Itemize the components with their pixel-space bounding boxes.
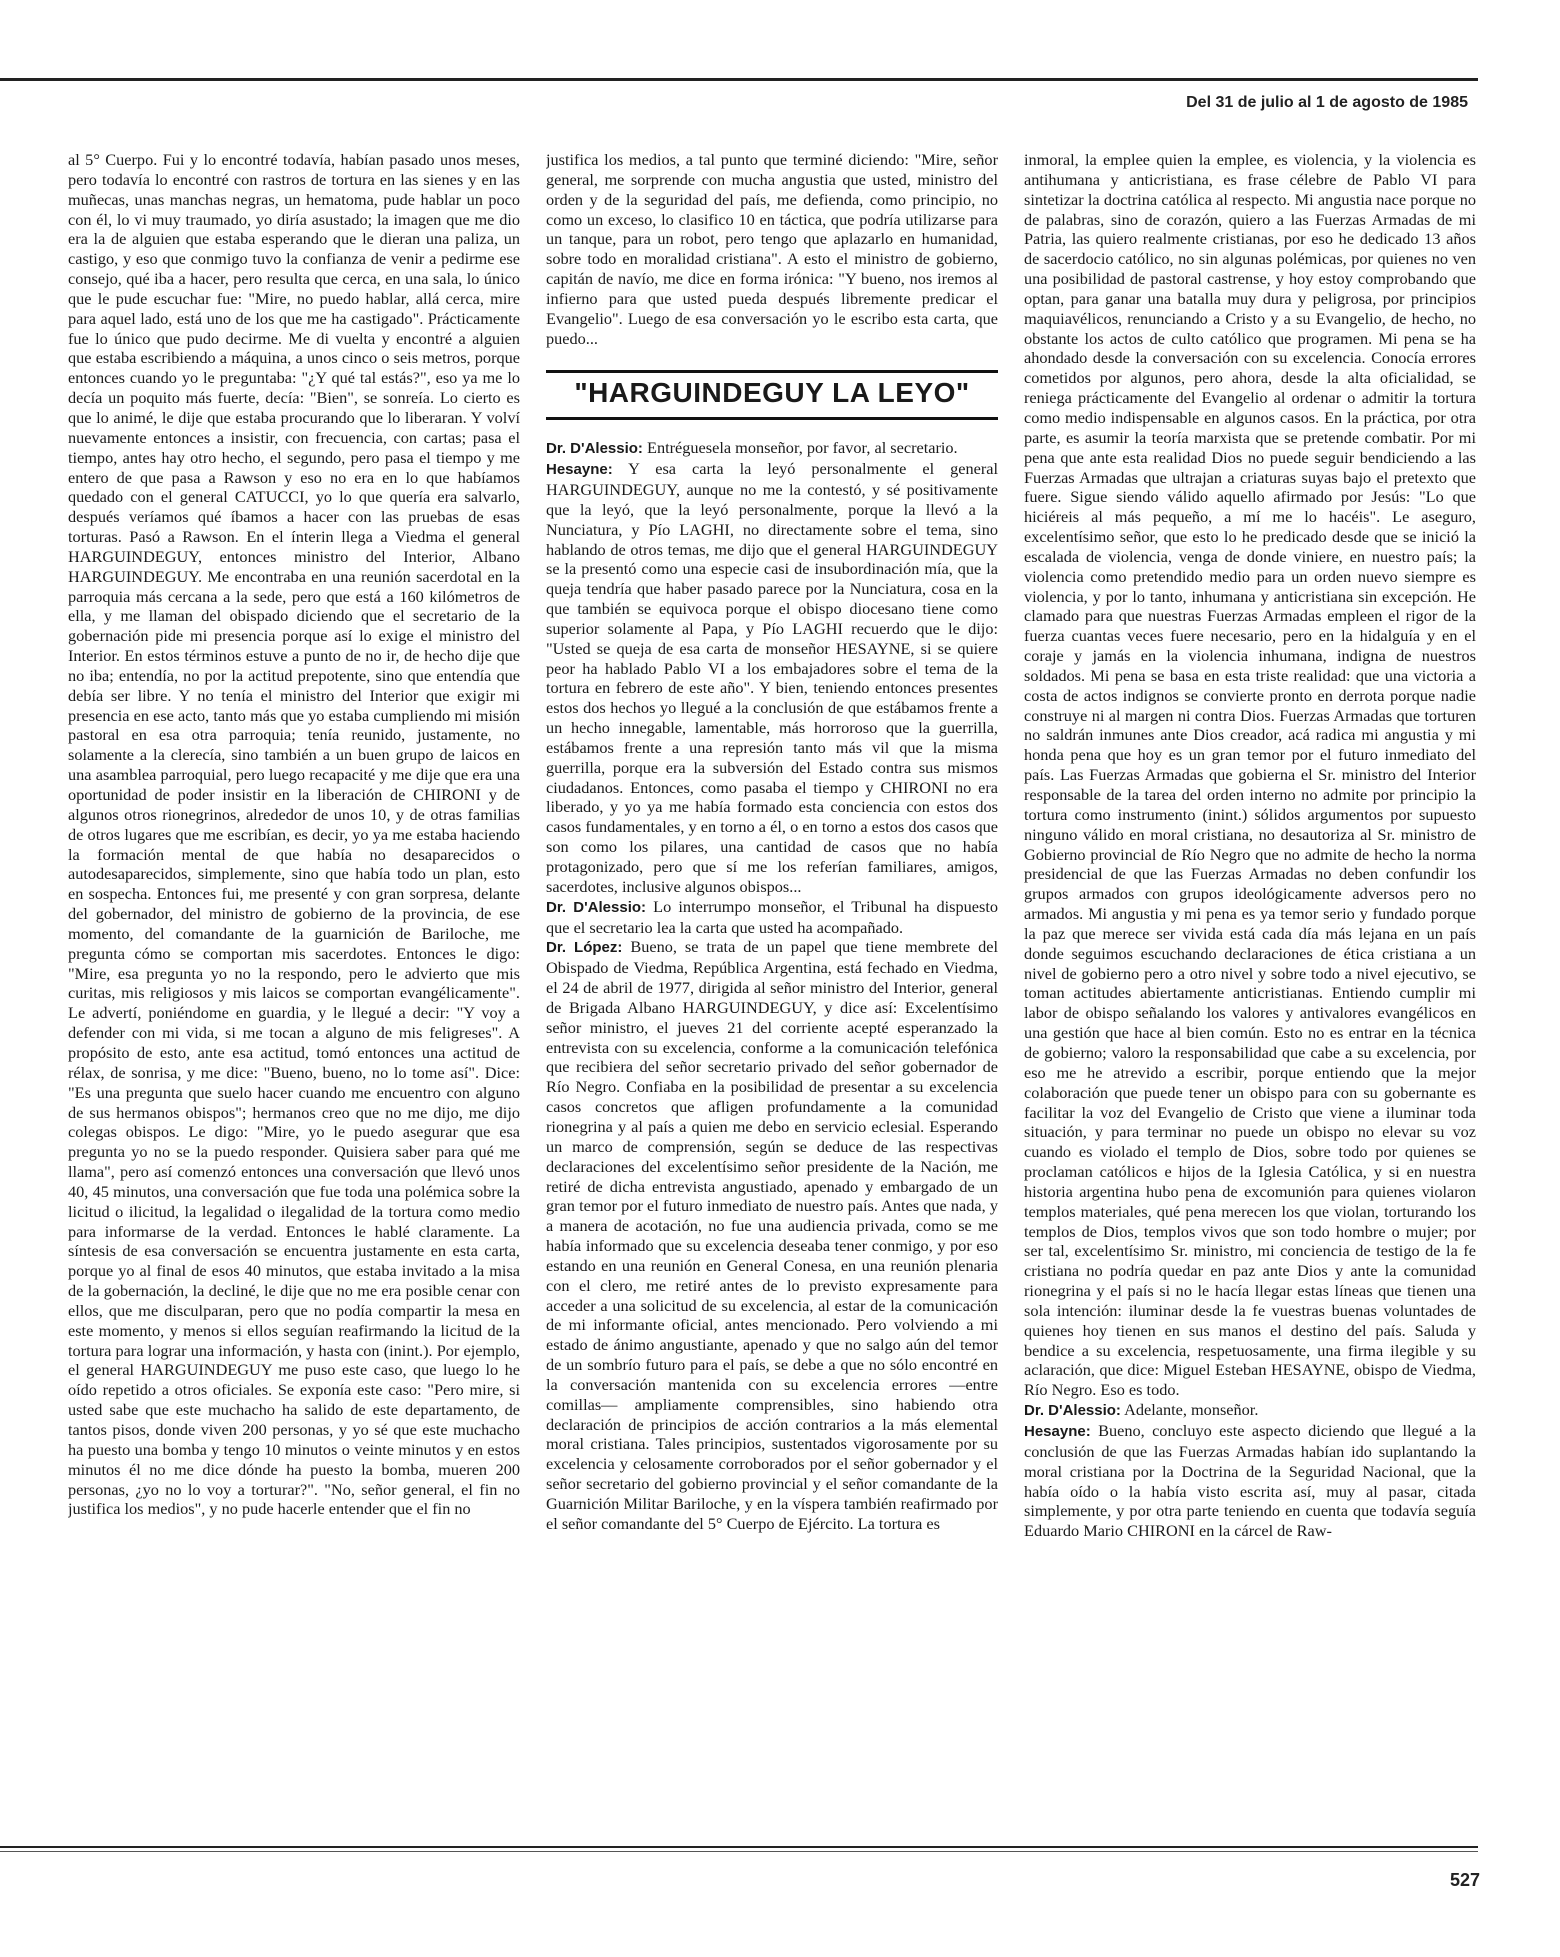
speaker-label: Dr. López:	[546, 939, 623, 957]
paragraph-text: Lo interrumpo monseñor, el Tribunal ha dispuesto que el secretario lea la carta que usted ha acompañado.	[546, 896, 998, 937]
paragraph-text: Bueno, concluyo este aspecto diciendo que llegué a la conclusión de que las Fuerzas Armadas habían ido suplantando la moral cristiana por la Doctrina de la Seguridad Nacional, que la había oído o la había visto escrita así, muy al pasar, citada simplemente, y por otra parte teniendo en cuenta que todavía seguía Eduardo Mario CHIRONI en la cárcel de Raw-	[1024, 1421, 1476, 1541]
section-headline-box	[546, 370, 998, 420]
speaker-label: Dr. D'Alessio:	[546, 898, 647, 916]
paragraph	[546, 897, 998, 938]
paragraph: inmoral, la emplee quien la emplee, es violencia, y la violencia es antihumana y anticristiana, es frase célebre de Pablo VI para sintetizar la doctrina católica al respecto. Mi angustia nace porque no de palabras, sino de corazón, quiero a las Fuerzas Armadas de mi Patria, las quiero realmente cristianas, por eso he dedicado 13 años de sacerdocio católico, no sin algunas polémicas, por quienes no ven una posibilidad de pastoral castrense, y hoy estoy comprobando que optan, para ganar una batalla muy dura y peligrosa, por principios maquiavélicos, renunciando a Cristo y a su Evangelio, de hecho, no obstante los actos de culto católico que programen. Mi pena se ha ahondado desde la conversación con su excelencia. Conocía errores cometidos por algunos, pero ahora, desde la alta oficialidad, se reniega prácticamente del Evangelio al ordenar o admitir la tortura como medio indispensable en algunos casos. En la práctica, por otra parte, es asumir la teoría marxista que se pretende combatir. Por mi pena que ante esta realidad Dios no puede seguir bendiciendo a las Fuerzas Armadas que ultrajan a criaturas suyas bajo el pretexto que fuere. Sigue siendo válido aquello afirmado por Jesús: "Lo que hiciéreis al más pequeño, a mí me lo hacéis". Le aseguro, excelentísimo señor, que esto lo he predicado desde que se inició la escalada de violencia, venga de donde viniere, en nuestro país; la violencia como pretendido medio para un orden nuevo siempre es violencia, y por lo tanto, inhumana y anticristiana sin excepción. He clamado para que nuestras Fuerzas Armadas empleen el rigor de la fuerza cuantas veces fuere necesario, pero en la hidalguía y en el coraje y jamás en la violencia inhumana, indigna de nuestros soldados. Mi pena se basa en esta triste realidad: que una victoria a costa de actos indignos se convierte pronto en derrota porque nadie construye ni al margen ni contra Dios. Fuerzas Armadas que torturen no saldrán inmunes ante Dios creador, acá radica mi angustia y mi honda pena que hoy es un gran temor por el futuro inmediato del país. Las Fuerzas Armadas que gobierna el Sr. ministro del Interior responsable de la tarea del orden interno no admite por principio la tortura como instrumento (inint.) sólidos argumentos por supuesto ninguno válido en moral cristiana, no desautoriza al Sr. ministro de Gobierno provincial de Río Negro que no admite de hecho la norma presidencial de que las Fuerzas Armadas no deben confundir los grupos armados con grupos ideológicamente adversos pero no armados. Mi angustia y mi pena es ya temor serio y fundado porque la paz que merece ser vivida está cada día más lejana en un país donde seguimos escuchando declaraciones de ética cristiana a un nivel de gobierno pero a otro nivel y sobre todo a nivel ejecutivo, se toman actitudes abiertamente anticristianas. Entiendo cumplir mi labor de obispo señalando los valores y antivalores evangélicos en una gestión que hace al bien común. Esto no es entrar en la técnica de gobierno; valoro la responsabilidad que cabe a su excelencia, por eso me he atrevido a escribir, porque entiendo que la mejor colaboración que puede tener un obispo para con su gobernante es facilitar la voz del Evangelio de Cristo que viene a iluminar toda situación, y para terminar no puede un obispo no elevar su voz cuando es violado el templo de Dios, sobre todo por quienes se proclaman católicos e hijos de la Iglesia Católica, y si en nuestra historia argentina hubo pena de excomunión para quienes violaron templos materiales, qué pena merecen los que violan, torturando los templos de Dios, templos vivos que son todo hombre o mujer; por ser tal, excelentísimo Sr. ministro, mi conciencia de testigo de la fe cristiana no podría quedar en paz ante Dios y ante la comunidad rionegrina y el país si no le hacía llegar estas líneas que tienen una sola intención: iluminar desde la fe vuestras buenas voluntades de quienes hoy tienen en sus manos el destino del país. Saluda y bendice a su excelencia, respetuosamente, una firma ilegible y su aclaración, que dice: Miguel Esteban HESAYNE, obispo de Viedma, Río Negro. Eso es todo.	[1024, 150, 1476, 1400]
article-columns	[68, 150, 1478, 1815]
column-2-intro: justifica los medios, a tal punto que terminé diciendo: "Mire, señor general, me sorprende con mucha angustia que usted, ministro del orden y de la seguridad del país, me defienda, como principio, no como un exceso, lo clasifico 10 en táctica, que podría utilizarse para un tanque, para un robot, pero tengo que aplazarlo en humanidad, sobre todo en moralidad cristiana". A esto el ministro de gobierno, capitán de navío, me dice en forma irónica: "Y bueno, nos iremos al infierno para que usted pueda después libremente predicar el Evangelio". Luego de esa conversación yo le escribo esta carta, que puedo...	[546, 150, 998, 348]
paragraph	[546, 459, 998, 897]
column-3	[1024, 150, 1476, 1815]
paragraph	[1024, 1421, 1476, 1541]
section-headline: "HARGUINDEGUY LA LEYO"	[574, 377, 970, 409]
bottom-rule-thin	[0, 1851, 1478, 1852]
speaker-label: Hesayne:	[546, 461, 613, 479]
issue-date: Del 31 de julio al 1 de agosto de 1985	[1186, 94, 1468, 111]
page-number: 527	[1449, 1870, 1480, 1890]
paragraph-text: Bueno, se trata de un papel que tiene membrete del Obispado de Viedma, República Argentina, está fechado en Viedma, el 24 de abril de 1977, dirigida al señor ministro del Interior, general de Brigada Albano HARGUINDEGUY, y dice así: Excelentísimo señor ministro, el jueves 21 del corriente acepté esperanzado la entrevista con su excelencia, conforme a la comunicación telefónica que recibiera del señor secretario privado del señor gobernador de Río Negro. Confiaba en la posibilidad de presentar a su excelencia casos concretos que afligen profundamente a la comunidad rionegrina y al país a quien me debo en servicio eclesial. Esperando un marco de comprensión, según se deduce de las respectivas declaraciones del excelentísimo señor presidente de la Nación, me retiré de dicha entrevista angustiado, apenado y embargado de un gran temor por el futuro inmediato de nuestro país. Antes que nada, y a manera de acotación, no fue una audiencia privada, como se me había informado que su excelencia deseaba tener conmigo, y por eso estando en una reunión en General Conesa, en una reunión plenaria con el clero, me retiré antes de lo previsto expresamente para acceder a una solicitud de su excelencia, al estar de la comunicación de mi informante oficial, antes mencionado. Pero volviendo a mi estado de ánimo angustiante, apenado y que no salgo aún del temor de un sombrío futuro para el país, se debe a que no sólo encontré en la conversación mantenida con su excelencia errores —entre comillas— ampliamente comprensibles, sino habiendo otra declaración de principios de acción contrarios a la más elemental moral cristiana. Tales principios, sustentados vigorosamente por su excelencia y celosamente corroborados por el señor gobernador y el señor secretario del gobierno provincial y el señor comandante de la Guarnición Militar Bariloche, y en la víspera también reafirmado por el señor comandante del 5° Cuerpo de Ejército. La tortura es	[546, 937, 998, 1533]
speaker-label: Dr. D'Alessio:	[1024, 1402, 1121, 1420]
column-1-text: al 5° Cuerpo. Fui y lo encontré todavía, habían pasado unos meses, pero todavía lo encontré con rastros de tortura en las sienes y en las muñecas, unas manchas negras, un hematoma, pude hablar un poco con él, lo vi muy traumado, yo diría asustado; la imagen que me dio era la de alguien que estaba esperando que le dieran una paliza, un castigo, y eso que conmigo tuvo la confianza de venir a pedirme ese consejo, qué iba a hacer, pero resulta que cerca, en una sala, lo único que le pude escuchar fue: "Mire, no puedo hablar, allá cerca, mire para aquel lado, está uno de los que me ha castigado". Prácticamente fue lo único que pudo decirme. Me di vuelta y encontré a alguien que estaba escribiendo a máquina, a unos cinco o seis metros, porque entonces cuando yo le preguntaba: "¿Y qué tal estás?", eso ya me lo decía un poquito más fuerte, decía: "Bien", se sonreía. Lo cierto es que lo animé, le dije que estaba procurando que lo liberaran. Y volví nuevamente entonces a insistir, con frecuencia, con cartas; pasa el tiempo, antes hay otro hecho, el segundo, pero pasa el tiempo y me entero de que pasa a Rawson y eso no era en lo que habíamos quedado con el general CATUCCI, yo lo que quería era salvarlo, después veríamos qué íbamos a hacer con las pruebas de esas torturas. Pasó a Rawson. En el ínterin llega a Viedma el general HARGUINDEGUY, entonces ministro del Interior, Albano HARGUINDEGUY. Me encontraba en una reunión sacerdotal en la parroquia más cercana a la sede, pero que está a 160 kilómetros de ella, y me llaman del obispado diciendo que el secretario de la gobernación pide mi presencia porque así lo exige el ministro del Interior. En estos términos estuve a punto de no ir, de hecho dije que no iba; entendía, no por la actitud prepotente, sino que entendía que debía ser libre. Y no tenía el ministro del Interior que exigir mi presencia en ese acto, tanto más que yo estaba cumpliendo mi misión pastoral en esa otra parroquia; tenía reunido, justamente, no solamente a la clerecía, sino también a un buen grupo de laicos en una asamblea parroquial, pero luego recapacité y me dije que era una oportunidad de poder insistir en la liberación de CHIRONI y de algunos otros rionegrinos, alrededor de unos 10, y de otras familias de otros lugares que me escribían, es decir, yo ya me estaba haciendo la formación mental de que había no desaparecidos o autodesaparecidos, simplemente, sino que había todo un plan, esto en sospecha. Entonces fui, me presenté y con gran sorpresa, delante del gobernador, del ministro de gobierno de la provincia, de ese momento, del comandante de la guarnición de Bariloche, me pregunta cómo se comportan mis sacerdotes. Entonces le digo: "Mire, esa pregunta yo no la respondo, pero le advierto que mis curitas, mis religiosos y mis laicos se comportan evangélicamente". Le advertí, poniéndome en guardia, y le llegué a decir: "Y voy a defender con mi vida, si me tocan a alguno de mis feligreses". A propósito de esto, ante esa actitud, tomó entonces una actitud de rélax, de sonrisa, y me dice: "Bueno, bueno, no lo tome así". Dice: "Es una pregunta que suelo hacer cuando me encuentro con alguno de sus hermanos obispos"; hermanos creo que no me dijo, me dijo colegas obispos. Le digo: "Mire, yo le puedo asegurar que esa pregunta yo no se la puedo responder. Quisiera saber para qué me llama", pero así comenzó entonces una conversación que llevó unos 40, 45 minutos, una conversación que fue toda una polémica sobre la licitud o ilicitud, la legalidad o ilegalidad de la tortura como medio para informarse de la verdad. Entonces le hablé claramente. La síntesis de esa conversación se encuentra justamente en esta carta, porque yo al final de esos 40 minutos, que estaba invitado a la misa de la gobernación, la decliné, le dije que no me era posible cenar con ellos, que me disculparan, pero que no podía compartir la mesa en este momento, y menos si ellos seguían reafirmando la licitud de la tortura para lograr una información, y hasta con (inint.). Por ejemplo, el general HARGUINDEGUY me puso este caso, que luego lo he oído repetido a otros oficiales. Se exponía este caso: "Pero mire, si usted sabe que este muchacho ha salido de este departamento, de tantos pisos, donde viven 200 personas, y yo sé que este muchacho ha puesto una bomba y tengo 10 minutos o veinte minutos y en estos minutos él no me dice dónde ha puesto la bomba, mueren 200 personas, ¿yo no lo voy a torturar?". "No, señor general, el fin no justifica los medios", y no pude hacerle entender que el fin no	[68, 150, 520, 1519]
bottom-rule	[0, 1846, 1478, 1848]
paragraph	[546, 438, 998, 459]
top-rule	[0, 78, 1478, 81]
column-2	[546, 150, 998, 1815]
paragraph	[1024, 1400, 1476, 1421]
paragraph-text: Entréguesela monseñor, por favor, al secretario.	[642, 438, 958, 458]
paragraph-text: Adelante, monseñor.	[1120, 1400, 1259, 1420]
speaker-label: Dr. D'Alessio:	[546, 440, 643, 458]
speaker-label: Hesayne:	[1024, 1423, 1091, 1440]
paragraph	[546, 937, 998, 1533]
paragraph-text: Y esa carta la leyó personalmente el general HARGUINDEGUY, aunque no me la contestó, y sé positivamente que la leyó, que la leyó personalmente, porque la llevó a la Nunciatura, y Pío LAGHI, no directamente sobre el tema, sino hablando de otros temas, me dijo que el general HARGUINDEGUY se la presentó como una especie casi de insubordinación mía, que la queja tendría que haber pasado parece por la Nunciatura, cosa en la que también se equivoca porque el obispo diocesano tiene como superior solamente al Papa, y Pío LAGHI recuerdo que le dijo: "Usted se queja de esa carta de monseñor HESAYNE, si se quiere peor ha hablado Pablo VI a los embajadores sobre el tema de la tortura en febrero de este año". Y bien, teniendo entonces presentes estos dos hechos yo llegué a la conclusión de que estábamos frente a un hecho innegable, lamentable, más horroroso que la guerrilla, estábamos frente a una represión tanto más vil que la misma guerrilla, porque era la subversión del Estado contra sus mismos ciudadanos. Entonces, como pasaba el tiempo y CHIRONI no era liberado, y yo ya me había formado esta conciencia con estos dos casos fundamentales, y en torno a él, o en torno a estos dos casos que son como los pilares, una cantidad de casos que no había protagonizado, pero que sí me los referían familiares, amigos, sacerdotes, inclusive algunos obispos...	[546, 459, 998, 896]
column-1	[68, 150, 520, 1815]
